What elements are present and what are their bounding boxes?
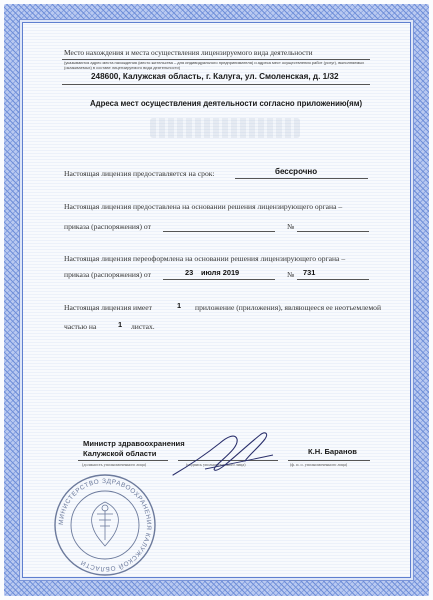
reissue-number-label: № — [287, 270, 295, 279]
appendix-sheets: 1 — [118, 320, 123, 329]
reissue-line1: Настоящая лицензия переоформлена на основании решения лицензирующего органа – — [64, 254, 346, 263]
signer-position-line2: Калужской области — [83, 449, 157, 458]
coat-of-arms-icon — [92, 502, 119, 546]
signer-name: К.Н. Баранов — [308, 447, 357, 456]
reissue-date-rule — [163, 279, 275, 280]
basis-line1: Настоящая лицензия предоставлена на основании решения лицензирующего органа – — [64, 202, 343, 211]
address-rule — [62, 84, 370, 85]
position-rule — [78, 460, 168, 461]
basis-number-rule — [297, 231, 369, 232]
reissue-date-day: 23 — [185, 268, 194, 277]
caption-position: (должность уполномоченного лица) — [82, 462, 147, 467]
watermark-stamp — [150, 118, 300, 138]
official-seal — [50, 470, 160, 580]
seal-ring-text: МИНИСТЕРСТВО ЗДРАВООХРАНЕНИЯ КАЛУЖСКОЙ ОБЛАСТИ — [57, 477, 153, 573]
caption-name: (ф. и. о. уполномоченного лица) — [290, 462, 348, 467]
appendix-count: 1 — [177, 301, 182, 310]
appendix-sheets-label: листах. — [131, 322, 155, 331]
term-label: Настоящая лицензия предоставляется на срок: — [64, 169, 215, 178]
reissue-date-month-year: июля 2019 — [201, 268, 240, 277]
caption-signature: (подпись уполномоченного лица) — [186, 462, 246, 467]
basis-date-rule — [163, 231, 275, 232]
term-value: бессрочно — [275, 167, 318, 176]
header-title: Место нахождения и места осуществления лицензируемого вида деятельности — [64, 48, 313, 57]
signer-position-line1: Министр здравоохранения — [83, 439, 185, 448]
reissue-number-rule — [297, 279, 369, 280]
appendix-line2-prefix: частью на — [64, 322, 97, 331]
address: 248600, Калужская область, г. Калуга, ул. Смоленская, д. 1/32 — [91, 72, 339, 81]
appendix-suffix: приложение (приложения), являющееся ее неотъемлемой — [195, 303, 382, 312]
term-rule — [235, 178, 368, 179]
handwritten-signature — [165, 425, 285, 485]
name-rule — [288, 460, 370, 461]
header-note: (указываются адрес места нахождения (место жительства – для индивидуального предпринимателя) и адреса мест осуществления работ (услуг), выполняемых (оказываемых) в составе лицензируемого вида деятельности) — [64, 60, 365, 70]
reissue-line2: приказа (распоряжения) от — [64, 270, 151, 279]
appendix-prefix: Настоящая лицензия имеет — [64, 303, 152, 312]
basis-line2: приказа (распоряжения) от — [64, 222, 151, 231]
basis-number-label: № — [287, 222, 295, 231]
reissue-number: 731 — [303, 268, 316, 277]
appendix-heading: Адреса мест осуществления деятельности согласно приложению(ям) — [90, 99, 363, 108]
